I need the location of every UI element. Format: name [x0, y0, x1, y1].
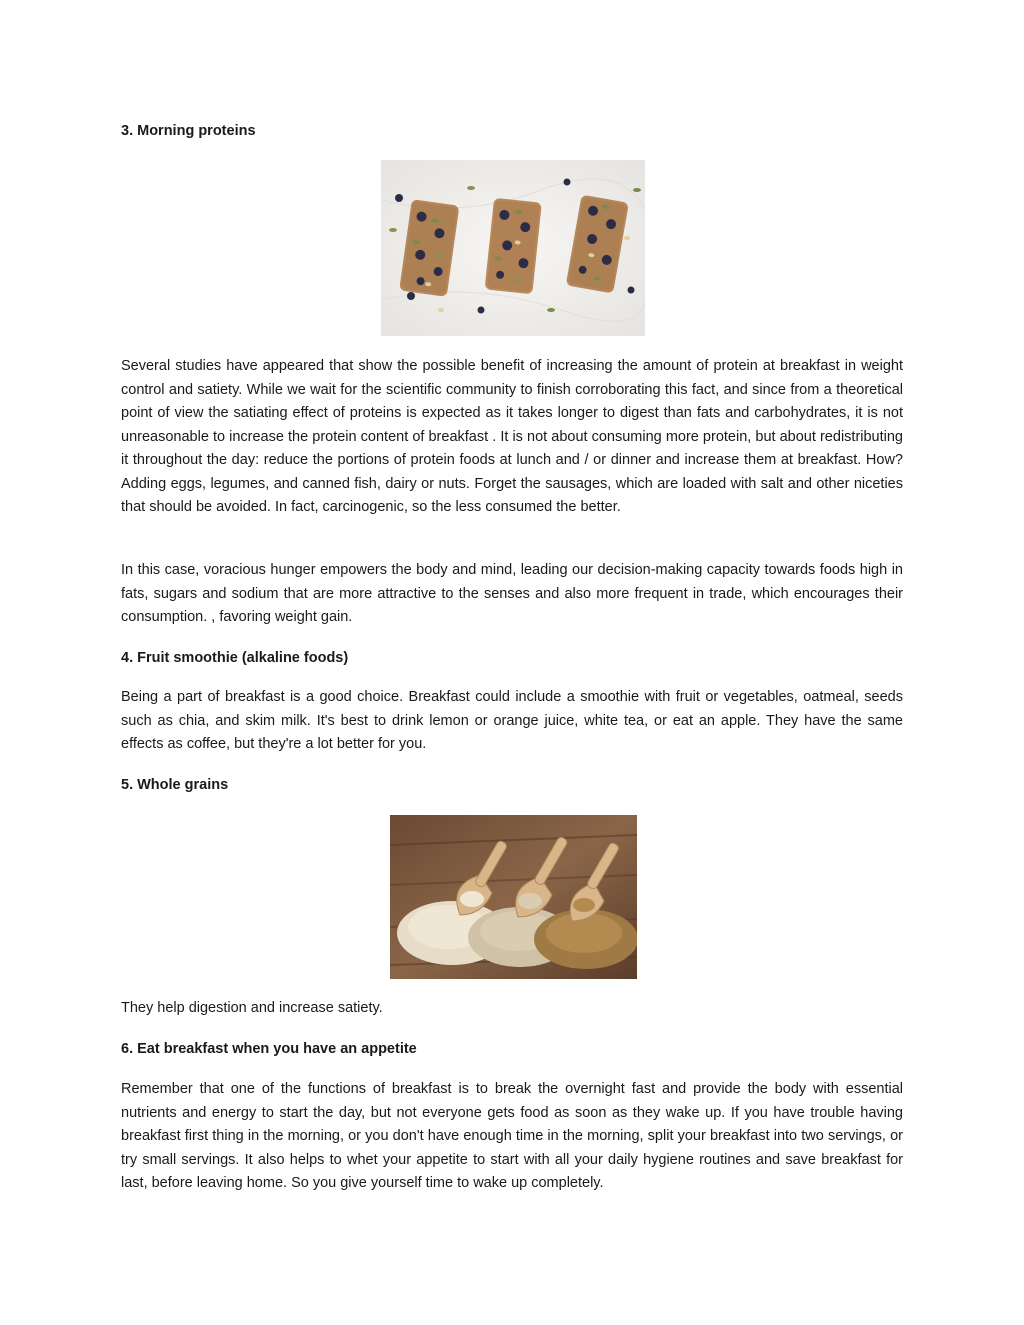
section-heading-eat-breakfast-appetite: 6. Eat breakfast when you have an appetite	[121, 1041, 417, 1057]
paragraph-whole-grains: They help digestion and increase satiety.	[121, 1000, 383, 1016]
paragraph-protein-studies: Several studies have appeared that show the possible benefit of increasing the amount of protein at breakfast in weight control and satiety. While we wait for the scientific community to finish corroborating this fact, and since from a theoretical point of view the satiating effect of proteins is expected as it takes longer to digest than fats and carbohydrates, it is not unreasonable to increase the protein content of breakfast . It is not about consuming more protein, but about redistributing it throughout the day: reduce the portions of protein foods at lunch and / or dinner and increase them at breakfast. How? Adding eggs, legumes, and canned fish, dairy or nuts. Forget the sausages, which are loaded with salt and other niceties that should be avoided. In fact, carcinogenic, so the less consumed the better.	[121, 358, 903, 515]
protein-bars-photo	[381, 160, 645, 336]
grain-scoops-photo	[390, 815, 637, 979]
section-heading-fruit-smoothie: 4. Fruit smoothie (alkaline foods)	[121, 650, 349, 666]
paragraph-fruit-smoothie: Being a part of breakfast is a good choice. Breakfast could include a smoothie with fruit or vegetables, oatmeal, seeds such as chia, and skim milk. It's best to drink lemon or orange juice, white tea, or eat an apple. They have the same effects as coffee, but they're a lot better for you.	[121, 689, 903, 752]
paragraph-voracious-hunger: In this case, voracious hunger empowers the body and mind, leading our decision-making capacity towards foods high in fats, sugars and sodium that are more attractive to the senses and also more frequent in trade, which encourages their consumption. , favoring weight gain.	[121, 562, 903, 625]
paragraph-eat-breakfast: Remember that one of the functions of breakfast is to break the overnight fast and provide the body with essential nutrients and energy to start the day, but not everyone gets food as soon as they wake up. If you have trouble having breakfast first thing in the morning, or you don't have enough time in the morning, split your breakfast into two servings, or try small servings. It also helps to whet your appetite to start with all your daily hygiene routines and save breakfast for last, before leaving home. So you give yourself time to wake up completely.	[121, 1081, 903, 1191]
section-heading-morning-proteins: 3. Morning proteins	[121, 123, 256, 139]
section-heading-whole-grains: 5. Whole grains	[121, 777, 229, 793]
